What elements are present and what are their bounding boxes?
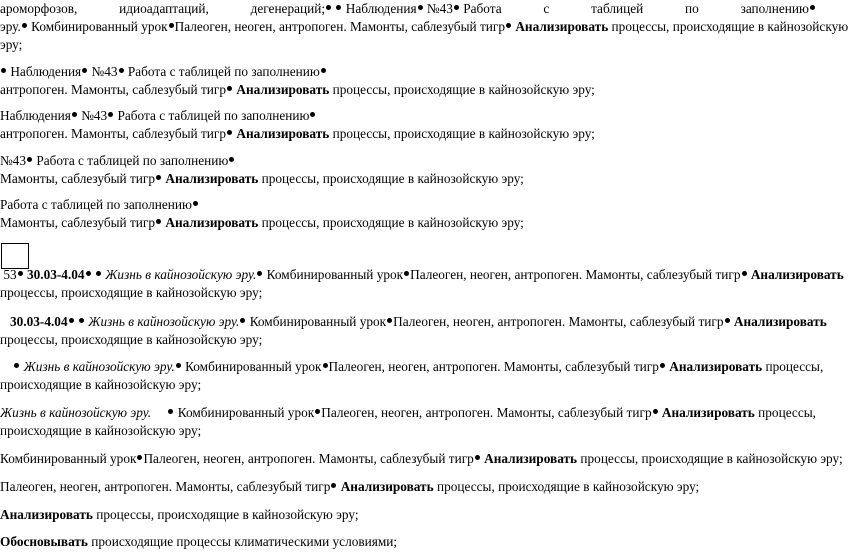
bullet-icon xyxy=(323,363,328,368)
bullet-icon xyxy=(14,363,19,368)
text: идиоадаптаций, xyxy=(119,1,209,16)
paragraph-7 xyxy=(0,313,827,349)
text: таблицей xyxy=(591,1,644,16)
paragraph-6-line-1: 53 30.03-4.04 Жизнь в кайнозойскую эру. Комбинированный урок Палеоген, неоген, антропоген. Мамонты, саблезубый тигр Анализировать xyxy=(3,267,844,282)
text: Работа xyxy=(463,1,502,16)
bullet-icon xyxy=(82,68,87,73)
bullet-icon xyxy=(227,130,232,135)
bullet-icon xyxy=(475,455,480,460)
bullet-icon xyxy=(725,318,730,323)
paragraph-2-line-2: антропоген. Мамонты, саблезубый тигр Анализировать процессы, происходящие в кайнозойскую эру; xyxy=(0,82,595,97)
bullet-icon xyxy=(137,455,142,460)
bullet-icon xyxy=(169,23,174,28)
paragraph-6-line-2: процессы, происходящие в кайнозойскую эру; xyxy=(0,285,263,300)
paragraph-2 xyxy=(0,63,816,99)
paragraph-1-line-1 xyxy=(0,0,816,18)
bullet-icon xyxy=(331,483,336,488)
text: дегенераций; xyxy=(250,1,326,16)
paragraph-3-line-2: антропоген. Мамонты, саблезубый тигр Анализировать процессы, происходящие в кайнозойскую эру; xyxy=(0,126,595,141)
bullet-icon xyxy=(315,409,320,414)
paragraph-8 xyxy=(0,358,824,394)
text: Наблюдения xyxy=(345,1,417,16)
bullet-icon xyxy=(86,271,91,276)
bullet-icon xyxy=(176,363,181,368)
paragraph-11-line-1: Палеоген, неоген, антропоген. Мамонты, саблезубый тигр Анализировать процессы, происходящие в кайнозойскую эру; xyxy=(0,479,700,494)
paragraph-8-line-1: Жизнь в кайнозойскую эру. Комбинированный урок Палеоген, неоген, антропоген. Мамонты, саблезубый тигр Анализировать процессы, xyxy=(0,358,816,376)
bullet-icon xyxy=(156,219,161,224)
bullet-icon xyxy=(240,318,245,323)
paragraph-5-line-2: Мамонты, саблезубый тигр Анализировать процессы, происходящие в кайнозойскую эру; xyxy=(0,215,524,230)
paragraph-4-line-2: Мамонты, саблезубый тигр Анализировать процессы, происходящие в кайнозойскую эру; xyxy=(0,171,524,186)
paragraph-13-line-1: Обосновывать происходящие процессы климатическими условиями; xyxy=(0,534,398,549)
paragraph-1 xyxy=(0,0,848,54)
text: по xyxy=(685,1,699,16)
text: №43 xyxy=(426,1,453,16)
paragraph-12-line-1: Анализировать процессы, происходящие в кайнозойскую эру; xyxy=(0,507,359,522)
bullet-icon xyxy=(229,157,234,162)
bullet-icon xyxy=(22,23,27,28)
paragraph-10-line-1: Комбинированный урок Палеоген, неоген, антропоген. Мамонты, саблезубый тигр Анализировать процессы, происходящие в кайнозойскую эру; xyxy=(0,451,843,466)
text: с xyxy=(543,1,550,16)
bullet-icon xyxy=(27,157,32,162)
paragraph-7-line-2: процессы, происходящие в кайнозойскую эру; xyxy=(0,332,263,347)
paragraph-4 xyxy=(0,152,816,188)
bullet-icon xyxy=(660,363,665,368)
paragraph-2-line-1: Наблюдения №43 Работа с таблицей по заполнению xyxy=(0,63,816,81)
bullet-icon xyxy=(404,271,409,276)
bullet-icon xyxy=(156,175,161,180)
bullet-icon xyxy=(69,318,74,323)
paragraph-3-line-1: Наблюдения №43 Работа с таблицей по заполнению xyxy=(0,107,816,125)
bullet-icon xyxy=(72,112,77,117)
paragraph-1-line-3: эру; xyxy=(0,37,23,52)
bullet-icon xyxy=(321,68,326,73)
paragraph-8-line-2: происходящие в кайнозойскую эру; xyxy=(0,377,202,392)
text: ароморфозов, xyxy=(0,1,78,16)
bullet-icon xyxy=(454,5,459,10)
bullet-icon xyxy=(810,5,815,10)
paragraph-5-line-1: Работа с таблицей по заполнению xyxy=(0,196,816,214)
paragraph-6 xyxy=(0,266,844,302)
paragraph-9-line-1: Жизнь в кайнозойскую эру. Комбинированный урок Палеоген, неоген, антропоген. Мамонты, саблезубый тигр Анализировать процессы, xyxy=(0,405,816,420)
bullet-icon xyxy=(326,5,331,10)
bullet-icon xyxy=(336,5,341,10)
bullet-icon xyxy=(168,409,173,414)
paragraph-9-line-2: происходящие в кайнозойскую эру; xyxy=(0,423,202,438)
paragraph-12 xyxy=(0,506,816,524)
paragraph-9 xyxy=(0,404,816,440)
paragraph-10 xyxy=(0,450,843,468)
bullet-icon xyxy=(418,5,423,10)
bullet-icon xyxy=(387,318,392,323)
paragraph-4-line-1: №43 Работа с таблицей по заполнению xyxy=(0,152,816,170)
bullet-icon xyxy=(18,271,23,276)
bullet-icon xyxy=(193,201,198,206)
bullet-icon xyxy=(506,23,511,28)
paragraph-11 xyxy=(0,478,816,496)
paragraph-13 xyxy=(0,533,816,551)
bullet-icon xyxy=(119,68,124,73)
bullet-icon xyxy=(257,271,262,276)
paragraph-7-line-1: 30.03-4.04 Жизнь в кайнозойскую эру. Комбинированный урок Палеоген, неоген, антропоген. Мамонты, саблезубый тигр Анализировать xyxy=(9,314,827,329)
bullet-icon xyxy=(310,112,315,117)
paragraph-1-line-2: эру. Комбинированный урок Палеоген, неоген, антропоген. Мамонты, саблезубый тигр Анализировать процессы, происходящие в кайнозойскую xyxy=(0,19,848,34)
paragraph-5 xyxy=(0,196,816,232)
bullet-icon xyxy=(653,409,658,414)
bullet-icon xyxy=(79,318,84,323)
bullet-icon xyxy=(108,112,113,117)
bullet-icon xyxy=(742,271,747,276)
bullet-icon xyxy=(227,86,232,91)
text: заполнению xyxy=(740,1,809,16)
paragraph-3 xyxy=(0,107,816,143)
bullet-icon xyxy=(1,68,6,73)
bullet-icon xyxy=(96,271,101,276)
